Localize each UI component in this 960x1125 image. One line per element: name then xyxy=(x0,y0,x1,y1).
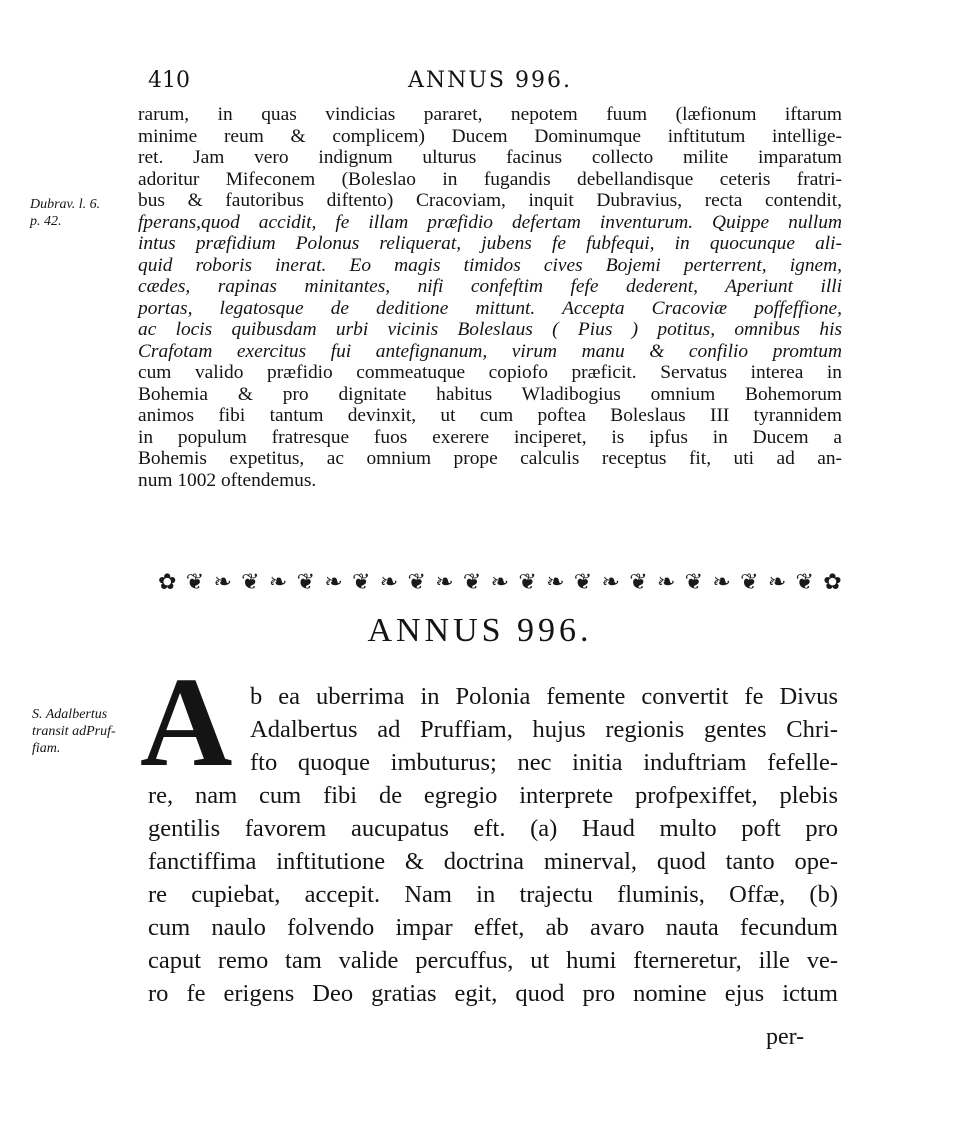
ornament-icon: ❦ xyxy=(352,569,371,595)
ornament-icon: ❧ xyxy=(213,569,232,595)
page-header xyxy=(140,68,840,98)
ornament-icon: ❧ xyxy=(490,569,510,595)
text-line: adoritur Mifeconem (Boleslao in fugandis debellandisque ceteris fratri- xyxy=(138,168,842,190)
text-line: cædes, rapinas minitantes, nifi confeftim fefe dederent, Aperiunt illi xyxy=(138,276,842,297)
text-line: ac locis quibusdam urbi vicinis Boleslaus ( Pius ) potitus, omnibus his xyxy=(138,319,842,340)
decorative-divider xyxy=(158,568,842,596)
text-line: caput remo tam valide percuffus, ut humi fterneretur, ille ve- xyxy=(148,947,838,974)
ornament-icon: ❧ xyxy=(324,569,343,595)
text-line: fto quoque imbuturus; nec initia induftriam fefelle- xyxy=(250,749,838,776)
margin-note-line: fiam. xyxy=(32,741,61,756)
text-line: bus & fautoribus diftento) Cracoviam, inquit Dubravius, recta contendit, xyxy=(138,190,842,211)
ornament-icon: ❧ xyxy=(601,569,620,595)
text-line: re cupiebat, accepit. Nam in trajectu fluminis, Offæ, (b) xyxy=(148,881,838,908)
ornament-icon: ❦ xyxy=(684,569,704,595)
text-line: Bohemia & pro dignitate habitus Wladibogius omnium Bohemorum xyxy=(138,383,842,405)
margin-note-dubravius xyxy=(30,196,100,230)
catchword: per- xyxy=(766,1024,805,1050)
ornament-icon: ✿ xyxy=(158,569,177,595)
text-line: ro fe erigens Deo gratias egit, quod pro nomine ejus ictum xyxy=(148,980,838,1007)
margin-note-adalbertus xyxy=(32,706,116,757)
ornament-icon: ❦ xyxy=(629,569,648,595)
drop-cap: A xyxy=(140,651,233,793)
text-line: rarum, in quas vindicias pararet, nepotem fuum (læfionum iftarum xyxy=(138,104,842,125)
ornament-icon: ❦ xyxy=(518,569,537,595)
text-line: Bohemis expetitus, ac omnium prope calculis receptus fit, uti ad an- xyxy=(138,448,842,469)
ornament-icon: ✿ xyxy=(823,569,842,595)
margin-note-line: Dubrav. l. 6. xyxy=(30,197,101,212)
text-line: portas, legatosque de deditione mittunt. Accepta Cracoviæ poffeffione, xyxy=(138,297,842,319)
text-line: minime reum & complicem) Ducem Dominumque inftitutum intellige- xyxy=(138,125,842,147)
ornament-icon: ❦ xyxy=(795,569,814,595)
text-line: gentilis favorem aucupatus eft. (a) Haud multo poft pro xyxy=(148,815,838,842)
running-head: ANNUS 996. xyxy=(408,68,572,93)
text-line: ret. Jam vero indignum ulturus facinus collecto milite imparatum xyxy=(138,147,842,168)
section-heading: ANNUS 996. xyxy=(367,612,593,649)
ornament-icon: ❧ xyxy=(268,569,288,595)
ornament-icon: ❧ xyxy=(767,569,787,595)
text-line: Crafotam exercitus fui antefignanum, virum manu & confilio promtum xyxy=(138,340,842,362)
ornament-icon: ❧ xyxy=(546,569,565,595)
text-line: quid roboris inerat. Eo magis timidos cives Bojemi perterrent, ignem, xyxy=(138,254,842,276)
page-number: 410 xyxy=(148,68,190,93)
text-line: intus præfidium Polonus reliquerat, jubens fe fubfequi, in quocunque ali- xyxy=(138,233,842,254)
text-line: cum naulo folvendo impar effet, ab avaro nauta fecundum xyxy=(148,914,838,941)
ornament-icon: ❦ xyxy=(573,569,593,595)
text-line: animos fibi tantum devinxit, ut cum poftea Boleslaus III tyrannidem xyxy=(138,405,842,426)
ornament-icon: ❧ xyxy=(435,569,454,595)
ornament-icon: ❦ xyxy=(740,569,759,595)
text-line: fanctiffima inftitutione & doctrina minerval, quod tanto ope- xyxy=(148,848,838,875)
margin-note-line: transit adPruf- xyxy=(32,724,116,739)
ornament-icon: ❦ xyxy=(185,569,205,595)
margin-note-line: p. 42. xyxy=(30,214,62,229)
ornament-icon: ❧ xyxy=(379,569,399,595)
text-line: in populum fratresque fuos exerere inciperet, is ipfus in Ducem a xyxy=(138,426,842,448)
section-1-text xyxy=(138,104,842,491)
ornament-icon: ❦ xyxy=(407,569,426,595)
text-line: fperans,quod accidit, fe illam præfidio defertam inventurum. Quippe nullum xyxy=(138,211,842,233)
text-line: re, nam cum fibi de egregio interprete profpexiffet, plebis xyxy=(148,782,838,809)
ornament-icon: ❦ xyxy=(296,569,316,595)
section-2-text xyxy=(148,680,838,1010)
margin-note-line: S. Adalbertus xyxy=(32,707,108,722)
ornament-icon: ❧ xyxy=(712,569,731,595)
text-line: num 1002 oftendemus. xyxy=(138,469,317,491)
ornament-icon: ❦ xyxy=(462,569,482,595)
ornament-icon: ❦ xyxy=(241,569,260,595)
text-line: cum valido præfidio commeatuque copiofo præficit. Servatus interea in xyxy=(138,362,842,383)
text-line: b ea uberrima in Polonia femente convertit fe Divus xyxy=(250,683,838,710)
ornament-icon: ❧ xyxy=(656,569,676,595)
text-line: Adalbertus ad Pruffiam, hujus regionis gentes Chri- xyxy=(250,716,838,743)
